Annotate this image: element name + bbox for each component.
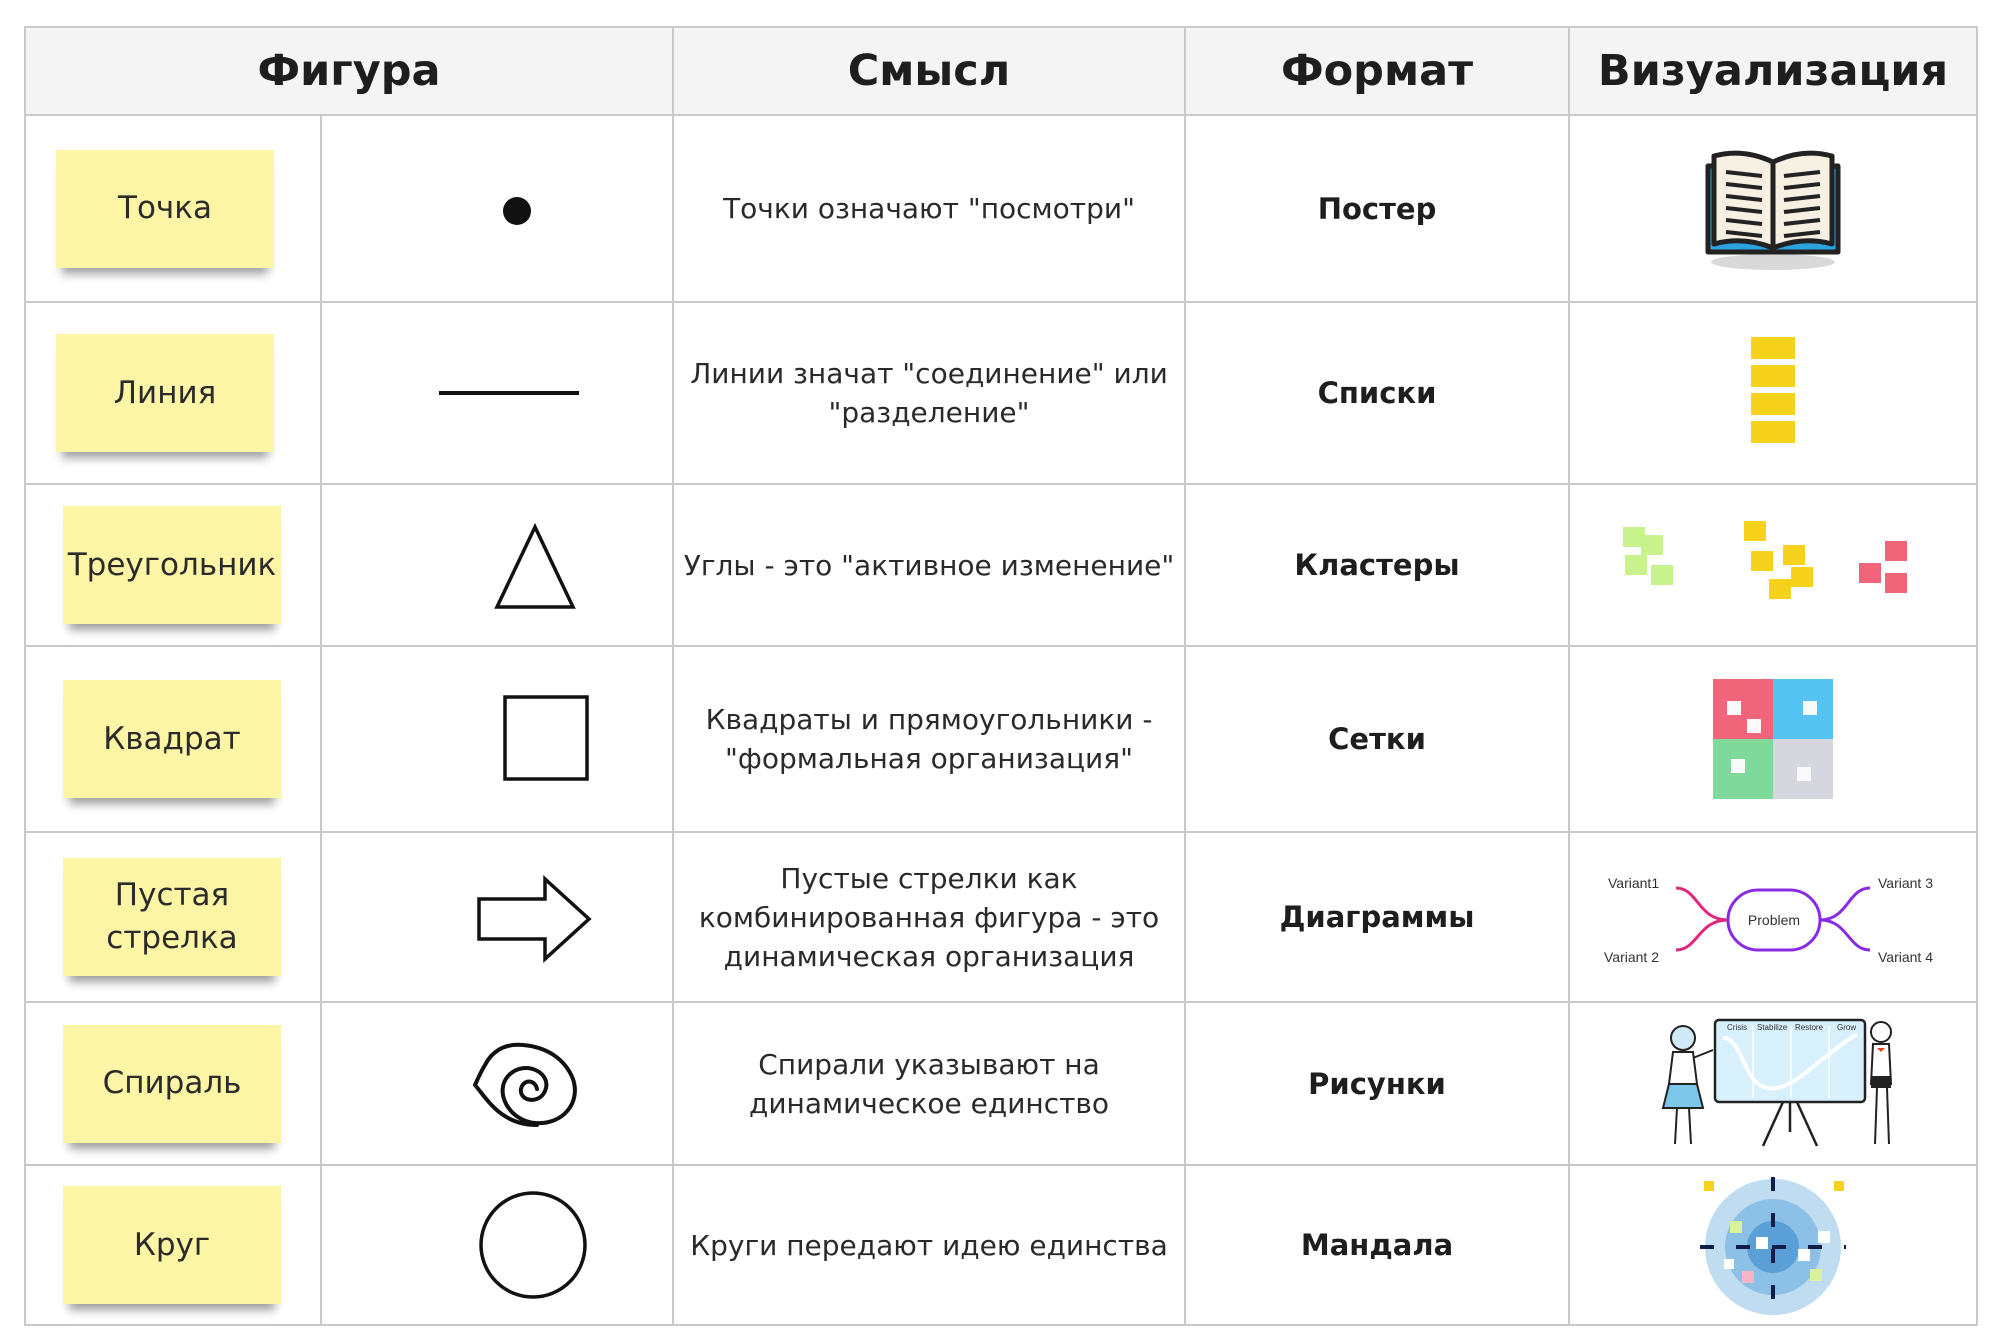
format-cell: Диаграммы	[1185, 832, 1569, 1002]
spiral-icon	[397, 1029, 597, 1139]
table-row	[25, 1002, 1977, 1165]
shape-cell	[321, 646, 673, 832]
format-cell: Постер	[1185, 115, 1569, 302]
figure-cell	[25, 1165, 321, 1325]
visual-cell	[1569, 1165, 1977, 1325]
figure-sticky-note: Линия	[56, 334, 274, 452]
format-cell: Кластеры	[1185, 484, 1569, 646]
mindmap-icon	[1578, 862, 1968, 972]
visual-cell	[1569, 646, 1977, 832]
format-cell: Мандала	[1185, 1165, 1569, 1325]
figure-sticky-note: Точка	[56, 150, 274, 268]
figure-cell	[25, 832, 321, 1002]
table-row	[25, 832, 1977, 1002]
drawing-icon	[1643, 1014, 1903, 1154]
square-icon	[397, 689, 597, 789]
table-row	[25, 302, 1977, 484]
figure-sticky-note: Пустая стрелка	[63, 858, 281, 976]
visual-cell	[1569, 1002, 1977, 1165]
header-visualization: Визуализация	[1569, 27, 1977, 115]
table-row	[25, 1165, 1977, 1325]
circle-icon	[397, 1185, 597, 1305]
figures-table	[24, 26, 1978, 1326]
meaning-cell: Углы - это "активное изменение"	[673, 484, 1185, 646]
book-icon	[1698, 144, 1848, 274]
figure-sticky-note: Квадрат	[63, 680, 281, 798]
table-header-row	[25, 27, 1977, 115]
figure-cell	[25, 115, 321, 302]
meaning-cell: Спирали указывают на динамическое единство	[673, 1002, 1185, 1165]
dot-icon	[437, 169, 557, 249]
visual-cell	[1569, 484, 1977, 646]
figure-cell	[25, 484, 321, 646]
line-icon	[397, 373, 597, 413]
drawing-board-col4: Grow	[1837, 1022, 1857, 1032]
shape-cell	[321, 1165, 673, 1325]
mandala-icon	[1698, 1173, 1848, 1317]
shape-cell	[321, 115, 673, 302]
hollow-arrow-icon	[397, 867, 597, 967]
header-meaning: Смысл	[673, 27, 1185, 115]
visual-cell	[1569, 832, 1977, 1002]
table-row	[25, 115, 1977, 302]
figure-sticky-note: Круг	[63, 1186, 281, 1304]
grid-icon	[1711, 677, 1835, 801]
shape-cell	[321, 832, 673, 1002]
meaning-cell: Точки означают "посмотри"	[673, 115, 1185, 302]
table-row	[25, 646, 1977, 832]
figure-sticky-note: Спираль	[63, 1025, 281, 1143]
meaning-cell: Круги передают идею единства	[673, 1165, 1185, 1325]
table-row	[25, 484, 1977, 646]
drawing-board-col3: Restore	[1795, 1022, 1824, 1032]
visual-cell	[1569, 302, 1977, 484]
shape-cell	[321, 1002, 673, 1165]
mindmap-variant4: Variant 4	[1878, 949, 1934, 965]
shape-cell	[321, 302, 673, 484]
mindmap-variant3: Variant 3	[1878, 875, 1934, 891]
header-format: Формат	[1185, 27, 1569, 115]
shape-cell	[321, 484, 673, 646]
header-figure: Фигура	[25, 27, 673, 115]
figure-sticky-note: Треугольник	[63, 506, 281, 624]
drawing-board-col2: Stabilize	[1757, 1022, 1788, 1032]
format-cell: Рисунки	[1185, 1002, 1569, 1165]
mindmap-variant1: Variant1	[1608, 875, 1660, 891]
mindmap-center-label: Problem	[1747, 912, 1801, 928]
triangle-icon	[397, 515, 597, 615]
visual-cell	[1569, 115, 1977, 302]
sticky-list-icon	[1743, 333, 1803, 453]
figure-cell	[25, 302, 321, 484]
figure-cell	[25, 646, 321, 832]
meaning-cell: Квадраты и прямоугольники - "формальная организация"	[673, 646, 1185, 832]
drawing-board-col1: Crisis	[1727, 1022, 1748, 1032]
mindmap-variant2: Variant 2	[1604, 949, 1660, 965]
clusters-icon	[1613, 515, 1933, 615]
format-cell: Списки	[1185, 302, 1569, 484]
meaning-cell: Линии значат "соединение" или "разделение"	[673, 302, 1185, 484]
format-cell: Сетки	[1185, 646, 1569, 832]
figure-cell	[25, 1002, 321, 1165]
meaning-cell: Пустые стрелки как комбинированная фигура - это динамическая организация	[673, 832, 1185, 1002]
